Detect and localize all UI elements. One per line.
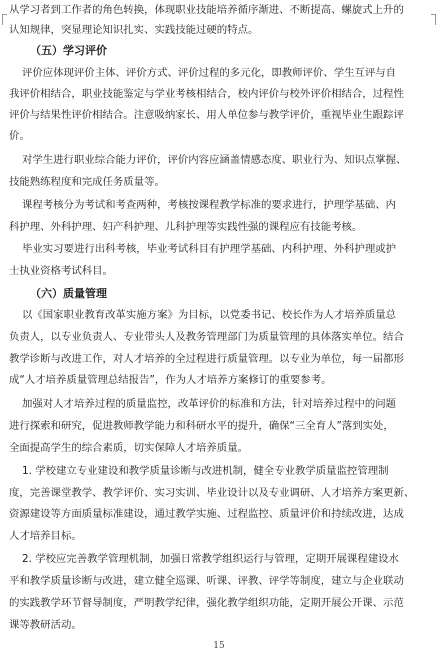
text-line: 课等教研活动。	[9, 619, 82, 631]
text-line: 成“人才培养质量管理总结报告”，作为人才培养方案修订的重要参考。	[9, 374, 332, 386]
text-line: 科护理、外科护理、妇产科护理、儿科护理等实践性强的课程应有技能考核。	[9, 221, 363, 233]
text-line: 加强对人才培养过程的质量监控，改革评价的标准和方法，针对培养过程中的问题	[22, 398, 397, 410]
text-line: 评价与结果性评价相结合。注意吸纳家长、用人单位参与教学评价，重视毕业生跟踪评	[9, 109, 404, 121]
text-line: 平和教学质量诊断与改进，建立健全巡课、听课、评教、评学等制度，建立与企业联动	[9, 575, 404, 587]
text-line: 的实践教学环节督导制度，严明教学纪律，强化教学组织功能，定期开展公开课、示范	[9, 597, 404, 609]
text-line: 评价应体现评价主体、评价方式、评价过程的多元化，即教师评价、学生互评与自	[22, 67, 397, 79]
text-line: 课程考核分为考试和考查两种，考核按课程教学标准的要求进行，护理学基础、内	[22, 199, 397, 211]
text-line: 以《国家职业教育改革实施方案》为目标，以党委书记、校长作为人才培养质量总	[22, 309, 397, 321]
text-line: 度，完善课堂教学、教学评价、实习实训、毕业设计以及专业调研、人才培养方案更新、	[9, 487, 415, 499]
text-line: 2. 学校应完善教学管理机制，加强日常教学组织运行与管理，定期开展课程建设水	[22, 553, 399, 565]
text-line: 从学习者到工作者的角色转换，体现职业技能培养循序渐进、不断提高、螺旋式上升的	[9, 4, 404, 16]
text-line: 技能熟练程度和完成任务质量等。	[9, 176, 165, 188]
text-line: 资源建设等方面质量标准建设，通过教学实施、过程监控、质量评价和持续改进，达成	[9, 508, 404, 520]
text-line: 士执业资格考试科目。	[9, 265, 113, 277]
text-line: 我评价相结合，职业技能鉴定与学业考核相结合，校内评价与校外评价相结合，过程性	[9, 88, 404, 100]
text-line: 认知规律，突显理论知识扎实、实践技能过硬的特点。	[9, 24, 259, 36]
text-line: 进行探索和研究，促进教师教学能力和科研水平的提升，确保“三全育人”落到实处，	[9, 420, 394, 432]
section-heading-quality-management: （六）质量管理	[30, 287, 107, 300]
text-line: 教学诊断与改进工作，对人才培养的全过程进行质量管理。以专业为单位，每一届都形	[9, 353, 404, 365]
text-line: 对学生进行职业综合能力评价，评价内容应涵盖情感态度、职业行为、知识点掌握、	[22, 154, 407, 166]
text-line: 毕业实习要进行出科考核，毕业考试科目有护理学基础、内科护理、外科护理或护	[22, 243, 397, 255]
text-line: 1. 学校建立专业建设和教学质量诊断与改进机制，健全专业教学质量监控管理制	[22, 465, 389, 477]
text-line: 负责人，以专业负责人、专业带头人及教务管理部门为质量管理的具体落实单位。结合	[9, 331, 404, 343]
text-line: 价。	[9, 130, 30, 142]
section-heading-learning-evaluation: （五）学习评价	[30, 44, 107, 57]
page-number: 15	[213, 641, 225, 651]
text-line: 人才培养目标。	[9, 530, 82, 542]
text-line: 全面提高学生的综合素质，切实保障人才培养质量。	[9, 442, 248, 454]
